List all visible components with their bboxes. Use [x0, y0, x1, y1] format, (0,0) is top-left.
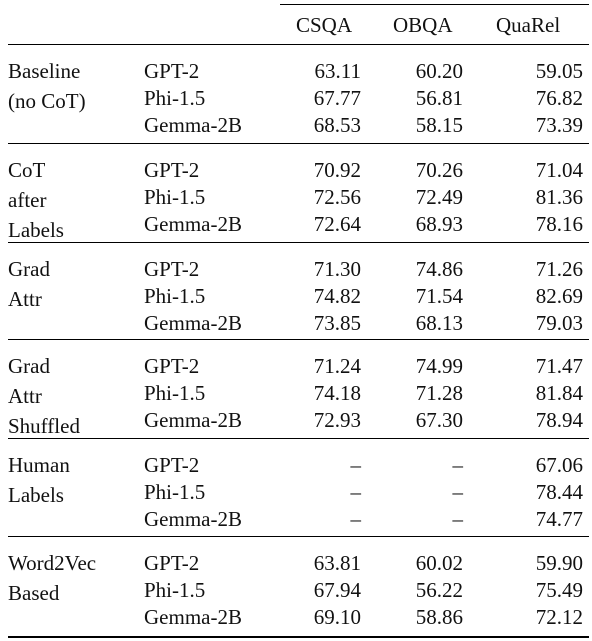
- method-label: Grad: [8, 257, 50, 281]
- model-name: Gemma-2B: [144, 113, 242, 137]
- score-cell: 67.77: [313, 86, 361, 110]
- score-cell: 71.54: [415, 284, 463, 308]
- score-cell: 82.69: [535, 284, 583, 308]
- model-name: GPT-2: [144, 551, 200, 575]
- score-cell: –: [452, 453, 463, 477]
- score-cell: 71.28: [415, 381, 463, 405]
- column-header: CSQA: [296, 13, 353, 37]
- score-cell: 74.86: [415, 257, 463, 281]
- score-cell: 78.16: [535, 212, 583, 236]
- score-cell: 56.22: [415, 578, 463, 602]
- score-cell: –: [350, 507, 361, 531]
- group-divider: [8, 242, 589, 243]
- score-cell: 81.84: [535, 381, 583, 405]
- group-divider: [8, 143, 589, 144]
- score-cell: 58.15: [415, 113, 463, 137]
- method-label: after: [8, 188, 47, 212]
- model-name: Phi-1.5: [144, 480, 206, 504]
- score-cell: 60.20: [415, 59, 463, 83]
- score-cell: 67.30: [415, 408, 463, 432]
- group-divider: [8, 536, 589, 537]
- score-cell: 67.06: [535, 453, 583, 477]
- model-name: GPT-2: [144, 59, 200, 83]
- score-cell: 69.10: [313, 605, 361, 629]
- method-label: CoT: [8, 158, 46, 182]
- model-name: Gemma-2B: [144, 212, 242, 236]
- score-cell: 63.11: [314, 59, 361, 83]
- score-cell: 59.90: [535, 551, 583, 575]
- group-divider: [8, 339, 589, 340]
- model-name: Gemma-2B: [144, 507, 242, 531]
- score-cell: 75.49: [535, 578, 583, 602]
- score-cell: –: [350, 480, 361, 504]
- model-name: Phi-1.5: [144, 578, 206, 602]
- model-name: GPT-2: [144, 453, 200, 477]
- model-name: Phi-1.5: [144, 381, 206, 405]
- score-cell: 68.53: [313, 113, 361, 137]
- score-cell: 74.82: [313, 284, 361, 308]
- method-label: Human: [8, 453, 70, 477]
- header-rule: [8, 44, 589, 45]
- score-cell: 68.93: [415, 212, 463, 236]
- top-rule: [280, 4, 589, 5]
- score-cell: 72.49: [415, 185, 463, 209]
- column-header: OBQA: [393, 13, 453, 37]
- score-cell: –: [350, 453, 361, 477]
- score-cell: 58.86: [415, 605, 463, 629]
- score-cell: 73.39: [535, 113, 583, 137]
- score-cell: 76.82: [535, 86, 583, 110]
- score-cell: 72.12: [535, 605, 583, 629]
- model-name: GPT-2: [144, 354, 200, 378]
- score-cell: 74.99: [415, 354, 463, 378]
- method-label: Grad: [8, 354, 50, 378]
- method-label: Based: [8, 581, 60, 605]
- column-header: QuaRel: [496, 13, 561, 37]
- score-cell: –: [452, 480, 463, 504]
- score-cell: 81.36: [535, 185, 583, 209]
- method-label: Word2Vec: [8, 551, 97, 575]
- method-label: Labels: [8, 218, 64, 242]
- method-label: Baseline: [8, 59, 81, 83]
- score-cell: 60.02: [415, 551, 463, 575]
- score-cell: 71.24: [313, 354, 361, 378]
- model-name: Gemma-2B: [144, 311, 242, 335]
- score-cell: 74.77: [535, 507, 583, 531]
- score-cell: 79.03: [535, 311, 583, 335]
- score-cell: 59.05: [535, 59, 583, 83]
- method-label: (no CoT): [8, 89, 86, 113]
- model-name: GPT-2: [144, 257, 200, 281]
- score-cell: 70.26: [415, 158, 463, 182]
- bottom-rule: [8, 636, 589, 638]
- score-cell: –: [452, 507, 463, 531]
- score-cell: 70.92: [313, 158, 361, 182]
- score-cell: 74.18: [313, 381, 361, 405]
- model-name: GPT-2: [144, 158, 200, 182]
- score-cell: 56.81: [415, 86, 463, 110]
- method-label: Shuffled: [8, 414, 80, 438]
- model-name: Gemma-2B: [144, 605, 242, 629]
- score-cell: 78.44: [535, 480, 583, 504]
- method-label: Attr: [8, 287, 42, 311]
- model-name: Gemma-2B: [144, 408, 242, 432]
- group-divider: [8, 438, 589, 439]
- method-label: Attr: [8, 384, 42, 408]
- score-cell: 71.30: [313, 257, 361, 281]
- score-cell: 72.64: [313, 212, 361, 236]
- score-cell: 71.26: [535, 257, 583, 281]
- model-name: Phi-1.5: [144, 86, 206, 110]
- score-cell: 73.85: [313, 311, 361, 335]
- model-name: Phi-1.5: [144, 185, 206, 209]
- score-cell: 72.93: [313, 408, 361, 432]
- model-name: Phi-1.5: [144, 284, 206, 308]
- method-label: Labels: [8, 483, 64, 507]
- score-cell: 71.47: [535, 354, 583, 378]
- score-cell: 72.56: [313, 185, 361, 209]
- score-cell: 63.81: [313, 551, 361, 575]
- score-cell: 78.94: [535, 408, 583, 432]
- score-cell: 71.04: [535, 158, 583, 182]
- score-cell: 67.94: [313, 578, 361, 602]
- score-cell: 68.13: [415, 311, 463, 335]
